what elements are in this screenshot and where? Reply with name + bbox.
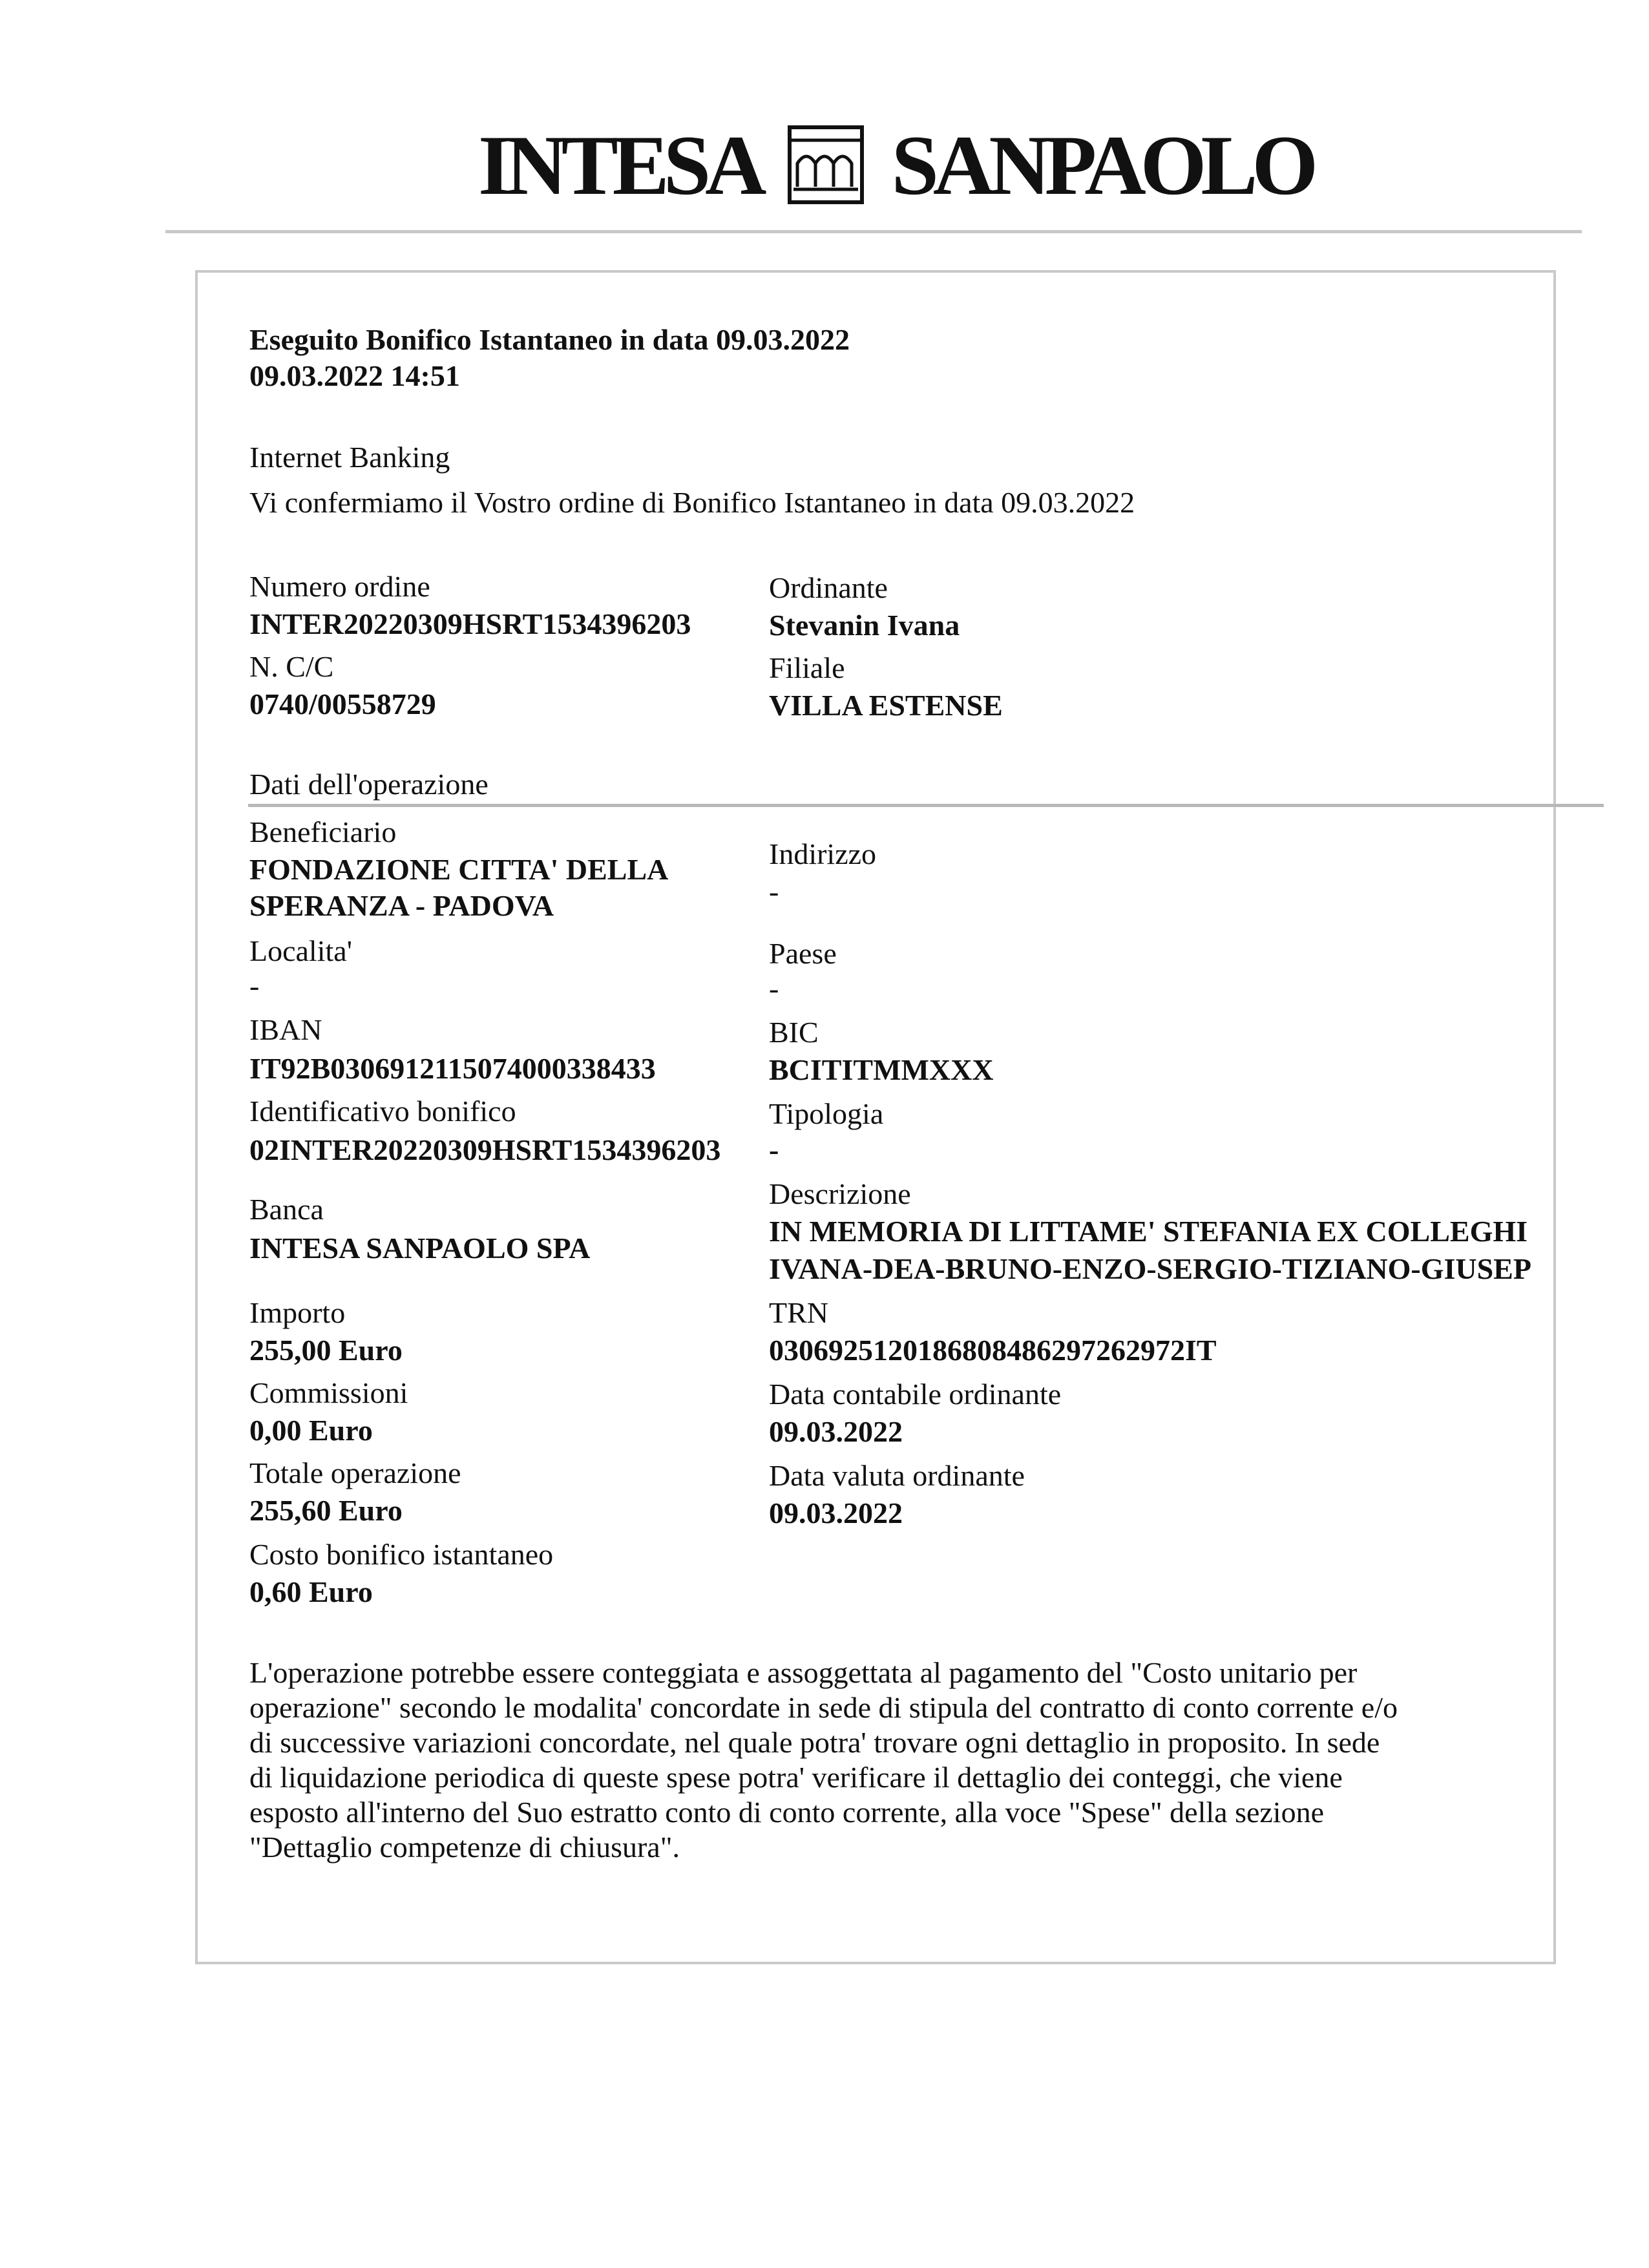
importo-label: Importo — [249, 1296, 346, 1329]
paese-label: Paese — [769, 937, 837, 970]
ordinante-value: Stevanin Ivana — [769, 609, 960, 642]
totale-value: 255,60 Euro — [249, 1494, 403, 1527]
notice-paragraph — [249, 1655, 1503, 1865]
totale-label: Totale operazione — [249, 1456, 461, 1489]
bank-logo — [478, 116, 1312, 213]
bic-label: BIC — [769, 1016, 819, 1049]
tipologia-value: - — [769, 1133, 779, 1166]
costo-label: Costo bonifico istantaneo — [249, 1538, 554, 1571]
section-title: Dati dell'operazione — [249, 768, 488, 801]
identificativo-value: 02INTER20220309HSRT1534396203 — [249, 1133, 721, 1166]
section-divider — [248, 804, 1604, 807]
document-title: Eseguito Bonifico Istantaneo in data 09.03.2022 — [249, 323, 850, 356]
data-valuta-label: Data valuta ordinante — [769, 1459, 1025, 1492]
notice-line: esposto all'interno del Suo estratto conto di conto corrente, alla voce "Spese" della sezione — [249, 1796, 1325, 1829]
notice-line: L'operazione potrebbe essere conteggiata e assoggettata al pagamento del "Costo unitario per — [249, 1656, 1358, 1689]
logo-word-left: INTESA — [478, 117, 761, 213]
costo-value: 0,60 Euro — [249, 1575, 373, 1608]
identificativo-label: Identificativo bonifico — [249, 1095, 516, 1128]
document-datetime: 09.03.2022 14:51 — [249, 359, 460, 392]
banca-label: Banca — [249, 1193, 324, 1226]
trn-label: TRN — [769, 1296, 828, 1329]
descrizione-label: Descrizione — [769, 1177, 911, 1210]
indirizzo-value: - — [769, 875, 779, 908]
numero-ordine-label: Numero ordine — [249, 570, 430, 603]
cc-label: N. C/C — [249, 650, 334, 683]
numero-ordine-value: INTER20220309HSRT1534396203 — [249, 607, 691, 640]
indirizzo-label: Indirizzo — [769, 837, 877, 870]
ordinante-label: Ordinante — [769, 571, 888, 604]
channel-label: Internet Banking — [249, 441, 450, 474]
descrizione-value-line1: IN MEMORIA DI LITTAME' STEFANIA EX COLLEGHI — [769, 1215, 1528, 1248]
logo-arches-icon — [787, 125, 865, 205]
beneficiario-value-line1: FONDAZIONE CITTA' DELLA — [249, 853, 669, 886]
filiale-value: VILLA ESTENSE — [769, 689, 1003, 722]
data-contabile-label: Data contabile ordinante — [769, 1378, 1062, 1411]
descrizione-value-line2: IVANA-DEA-BRUNO-ENZO-SERGIO-TIZIANO-GIUSEP — [769, 1252, 1531, 1285]
bic-value: BCITITMMXXX — [769, 1053, 994, 1086]
data-contabile-value: 09.03.2022 — [769, 1415, 903, 1448]
iban-label: IBAN — [249, 1013, 322, 1046]
logo-word-right: SANPAOLO — [891, 117, 1313, 213]
filiale-label: Filiale — [769, 651, 845, 684]
data-valuta-value: 09.03.2022 — [769, 1496, 903, 1529]
importo-value: 255,00 Euro — [249, 1334, 403, 1367]
notice-line: di liquidazione periodica di queste spese potra' verificare il dettaglio dei conteggi, che viene — [249, 1761, 1343, 1794]
cc-value: 0740/00558729 — [249, 688, 436, 720]
paese-value: - — [769, 972, 779, 1005]
trn-value: 0306925120186808486297262972IT — [769, 1334, 1217, 1367]
commissioni-value: 0,00 Euro — [249, 1414, 373, 1447]
localita-value: - — [249, 969, 260, 1002]
localita-label: Localita' — [249, 934, 352, 967]
notice-line: "Dettaglio competenze di chiusura". — [249, 1831, 680, 1864]
commissioni-label: Commissioni — [249, 1376, 408, 1409]
notice-line: operazione" secondo le modalita' concordate in sede di stipula del contratto di conto corrente e/o — [249, 1691, 1398, 1724]
beneficiario-label: Beneficiario — [249, 815, 397, 848]
banca-value: INTESA SANPAOLO SPA — [249, 1232, 591, 1265]
iban-value: IT92B0306912115074000338433 — [249, 1052, 656, 1085]
tipologia-label: Tipologia — [769, 1097, 884, 1130]
header-divider — [165, 230, 1582, 233]
confirmation-text: Vi confermiamo il Vostro ordine di Bonifico Istantaneo in data 09.03.2022 — [249, 486, 1135, 519]
notice-line: di successive variazioni concordate, nel quale potra' trovare ogni dettaglio in proposito. In sede — [249, 1726, 1380, 1759]
beneficiario-value-line2: SPERANZA - PADOVA — [249, 889, 554, 922]
